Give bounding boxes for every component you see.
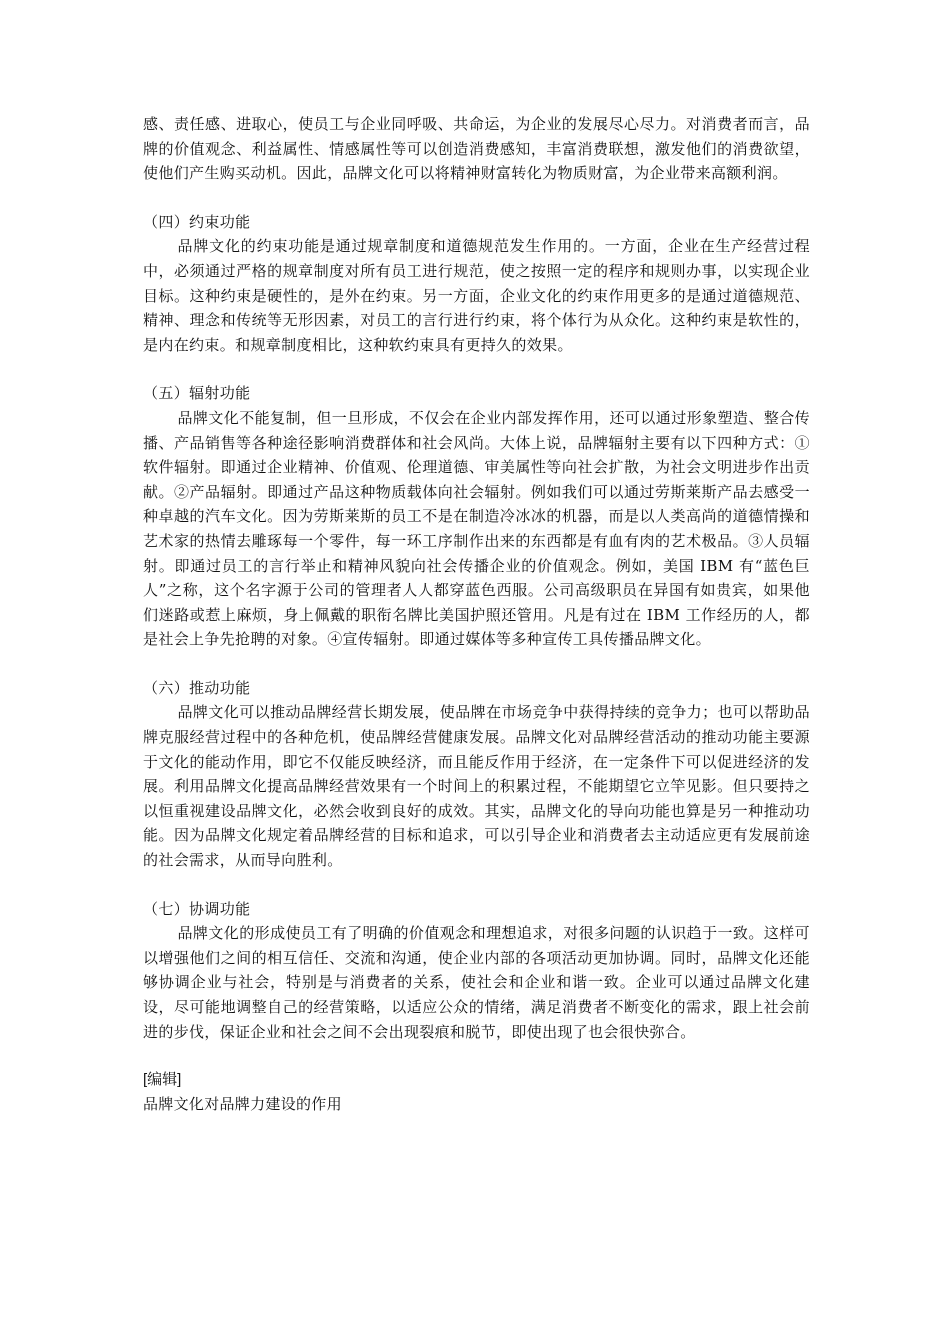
section-heading: （五）辐射功能 bbox=[143, 384, 251, 403]
section-body: 品牌文化可以推动品牌经营长期发展，使品牌在市场竞争中获得持续的竞争力；也可以帮助品牌克服经营过程中的各种危机，使品牌经营健康发展。品牌文化对品牌经营活动的推动功能主要源于文化的能动作用，即它不仅能反映经济，而且能反作用于经济，在一定条件下可以促进经济的发展。利用品牌文化提高品牌经营效果有一个时间上的积累过程，不能期望它立竿见影。但只要持之以恒重视建设品牌文化，必然会收到良好的成效。其实，品牌文化的导向功能也算是另一种推动功能。因为品牌文化规定着品牌经营的目标和追求，可以引导企业和消费者去主动适应更有发展前途的社会需求，从而导向胜利。 bbox=[143, 703, 810, 870]
section-heading: （七）协调功能 bbox=[143, 899, 251, 918]
section-body: 品牌文化的形成使员工有了明确的价值观念和理想追求，对很多问题的认识趋于一致。这样可以增强他们之间的相互信任、交流和沟通，使企业内部的各项活动更加协调。同时，品牌文化还能够协调企业与社会，特别是与消费者的关系，使社会和企业和谐一致。企业可以通过品牌文化建设，尽可能地调整自己的经营策略，以适应公众的情绪，满足消费者不断变化的需求，跟上社会前进的步伐，保证企业和社会之间不会出现裂痕和脱节，即使出现了也会很快弥合。 bbox=[143, 924, 810, 1041]
intro-paragraph: 感、责任感、进取心，使员工与企业同呼吸、共命运，为企业的发展尽心尽力。对消费者而言，品牌的价值观念、利益属性、情感属性等可以创造消费感知，丰富消费联想，激发他们的消费欲望，使他们产生购买动机。因此，品牌文化可以将精神财富转化为物质财富，为企业带来高额利润。 bbox=[143, 115, 810, 183]
section-body: 品牌文化不能复制，但一旦形成，不仅会在企业内部发挥作用，还可以通过形象塑造、整合传播、产品销售等各种途径影响消费群体和社会风尚。大体上说，品牌辐射主要有以下四种方式：①软件辐射。即通过企业精神、价值观、伦理道德、审美属性等向社会扩散，为社会文明进步作出贡献。②产品辐射。即通过产品这种物质载体向社会辐射。例如我们可以通过劳斯莱斯产品去感受一种卓越的汽车文化。因为劳斯莱斯的员工不是在制造冷冰冰的机器，而是以人类高尚的道德情操和艺术家的热情去雕琢每一个零件，每一环工序制作出来的东西都是有血有肉的艺术极品。③人员辐射。即通过员工的言行举止和精神风貌向社会传播企业的价值观念。例如，美国 IBM 有“蓝色巨人”之称，这个名字源于公司的管理者人人都穿蓝色西服。公司高级职员在异国有如贵宾，如果他们迷路或惹上麻烦，身上佩戴的职衔名牌比美国护照还管用。凡是有过在 IBM 工作经历的人，都是社会上争先抢聘的对象。④宣传辐射。即通过媒体等多种宣传工具传播品牌文化。 bbox=[143, 408, 810, 649]
section-promotion-function bbox=[143, 676, 810, 873]
section-coordination-function bbox=[143, 897, 810, 1045]
section-body: 品牌文化的约束功能是通过规章制度和道德规范发生作用的。一方面，企业在生产经营过程中，必须通过严格的规章制度对所有员工进行规范，使之按照一定的程序和规则办事，以实现企业目标。这种约束是硬性的，是外在约束。另一方面，企业文化的约束作用更多的是通过道德规范、精神、理念和传统等无形因素，对员工的言行进行约束，将个体行为从众化。这种约束是软性的，是内在约束。和规章制度相比，这种软约束具有更持久的效果。 bbox=[143, 237, 810, 354]
document-page bbox=[143, 112, 810, 1117]
section-constraint-function bbox=[143, 210, 810, 358]
section-heading: （四）约束功能 bbox=[143, 212, 251, 231]
edit-link[interactable]: [编辑] bbox=[143, 1071, 182, 1089]
section-heading: （六）推动功能 bbox=[143, 678, 251, 697]
section-radiation-function bbox=[143, 381, 810, 652]
next-section-title: 品牌文化对品牌力建设的作用 bbox=[143, 1095, 342, 1113]
